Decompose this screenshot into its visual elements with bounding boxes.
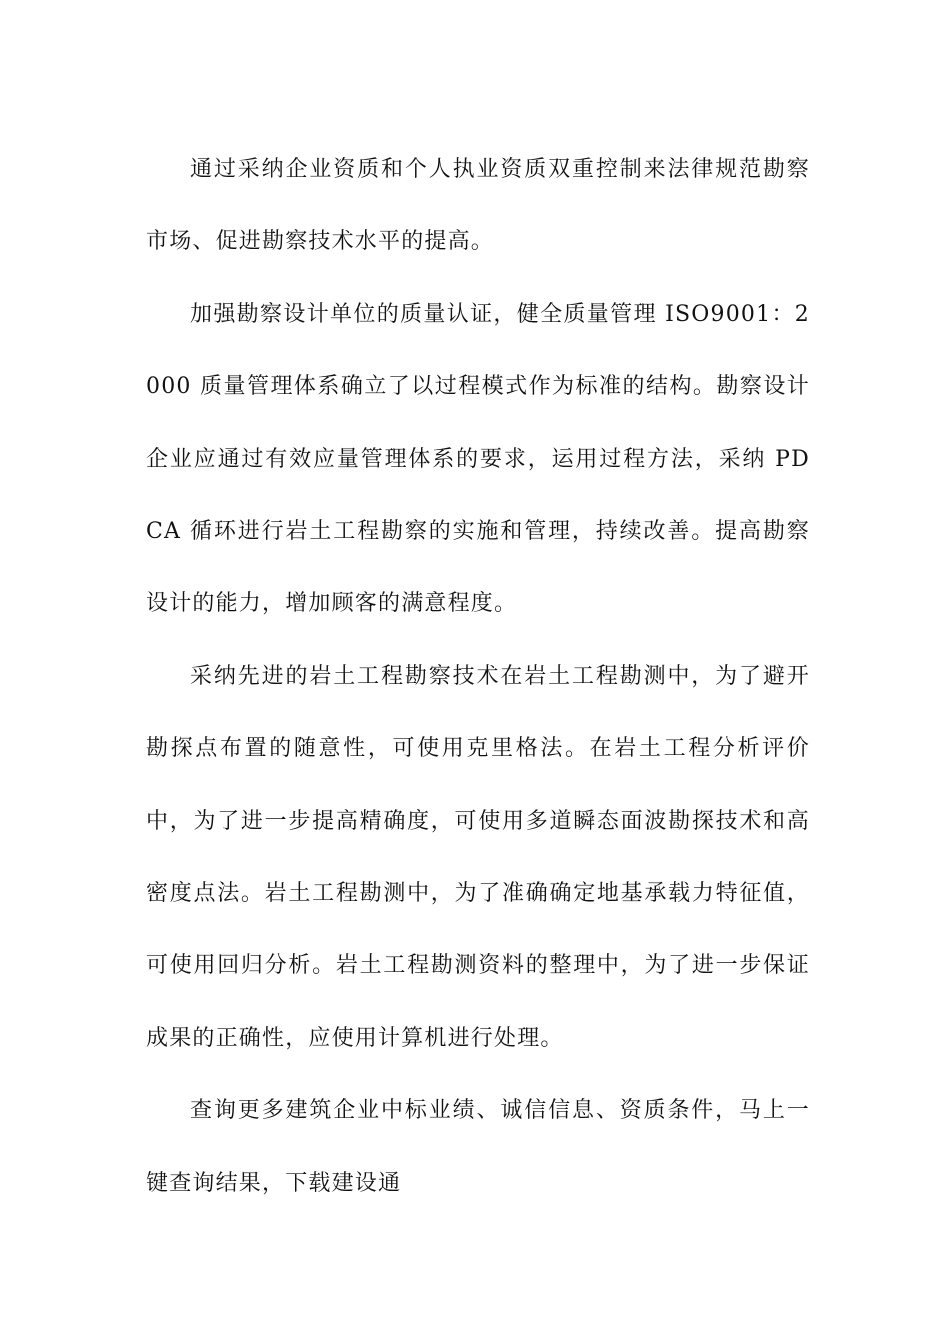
paragraph-quality-certification: 加强勘察设计单位的质量认证，健全质量管理 ISO9001：2000 质量管理体系确立了以过程模式作为标准的结构。勘察设计企业应通过有效应量管理体系的要求，运用过程方法，采纳 PDCA 循环进行岩土工程勘察的实施和管理，持续改善。提高勘察设计的能力，增加顾客的满意程度。: [146, 301, 810, 617]
document-body: [146, 134, 810, 1220]
paragraph-qualification-control: 通过采纳企业资质和个人执业资质双重控制来法律规范勘察市场、促进勘察技术水平的提高。: [146, 157, 810, 255]
paragraph-advanced-techniques: 采纳先进的岩土工程勘察技术在岩土工程勘测中，为了避开勘探点布置的随意性，可使用克里格法。在岩土工程分析评价中，为了进一步提高精确度，可使用多道瞬态面波勘探技术和高密度点法。岩土工程勘测中，为了准确确定地基承载力特征值，可使用回归分析。岩土工程勘测资料的整理中，为了进一步保证成果的正确性，应使用计算机进行处理。: [146, 663, 810, 1051]
paragraph-query-promo: 查询更多建筑企业中标业绩、诚信信息、资质条件，马上一键查询结果，下载建设通: [146, 1098, 810, 1196]
